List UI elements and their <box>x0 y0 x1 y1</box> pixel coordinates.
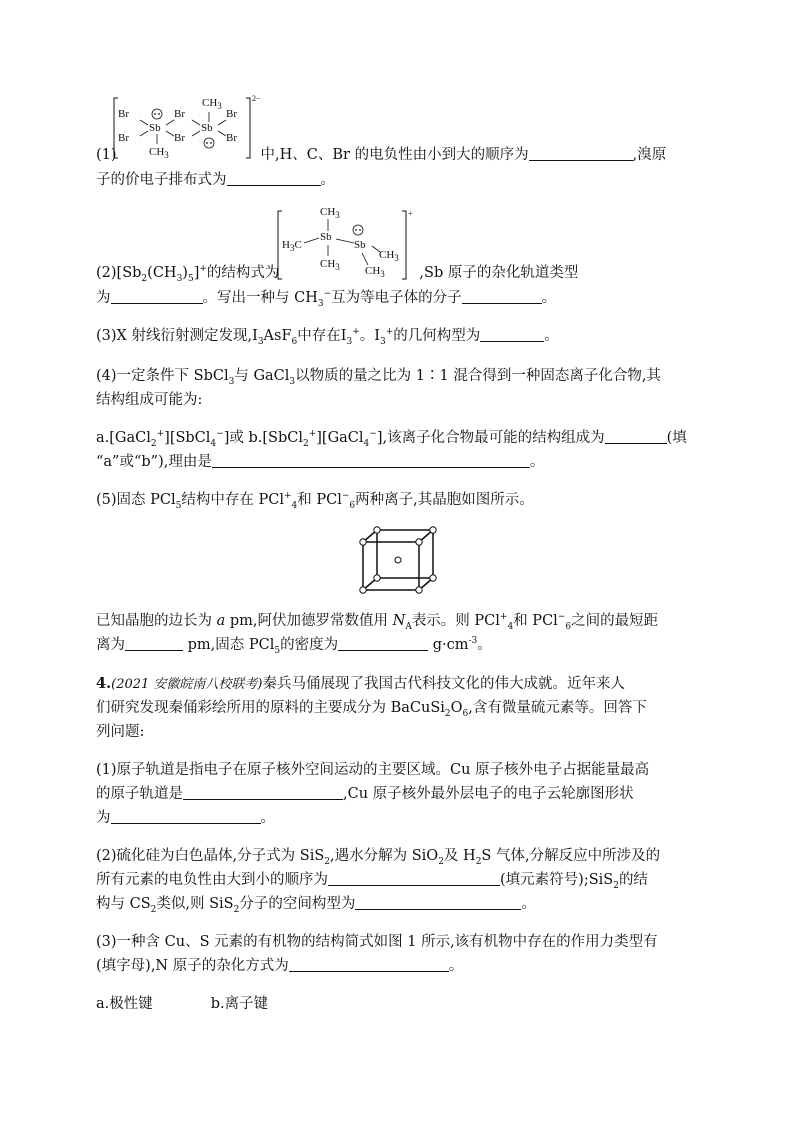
answer-blank[interactable] <box>328 871 500 886</box>
br-atom: Br <box>226 132 237 144</box>
option-b: b.离子键 <box>210 996 269 1012</box>
q4-line2: 结构组成可能为: <box>96 392 203 408</box>
ch3-group: $CH_3$ <box>379 249 399 264</box>
p4-q1-line1: (1)原子轨道是指电子在原子核外空间运动的主要区域。Cu 原子核外电子占据能量最高 <box>96 762 650 778</box>
q4-line4: “a”或“b”),理由是 。 <box>96 454 545 470</box>
answer-blank[interactable] <box>111 809 261 824</box>
br-atom: Br <box>174 108 185 120</box>
q1-line1: (1) 中,H、C、Br 的电负性由小到大的顺序为 ,溴原 <box>96 147 667 163</box>
q2-line1: $(2)[Sb_2(CH_3)_5]^+$的结构式为 ,Sb 原子的杂化轨道类型 <box>96 264 579 284</box>
answer-blank[interactable] <box>480 327 544 342</box>
sb-atom: Sb <box>320 231 332 243</box>
ch3-group: $CH_3$ <box>320 258 340 273</box>
p4-q2-line2: 所有元素的电负性由大到小的顺序为 (填元素符号);SiS$_2$的结 <box>96 872 648 891</box>
ch3-group: $CH_3$ <box>320 206 340 221</box>
p4-q3-line2: (填字母),N 原子的杂化方式为 。 <box>96 958 464 974</box>
answer-blank[interactable] <box>111 289 203 304</box>
cube-cell-svg <box>357 526 441 594</box>
q5-line2: 已知晶胞的边长为 a pm,阿伏加德罗常数值用 $N_A$表示。则 PCl+$_4$和 PCl−$_6$之间的最短距 <box>96 612 659 632</box>
charge-label: 2− <box>252 94 261 103</box>
q5-line1: (5)固态 PCl$_5$结构中存在 PCl+$_4$和 PCl−$_6$两种离子,其晶胞如图所示。 <box>96 491 534 511</box>
p4-line3: 列问题: <box>96 724 145 740</box>
answer-blank[interactable] <box>355 895 521 910</box>
unit-cell-figure <box>357 526 441 594</box>
p4-q1-line2: 的原子轨道是 ,Cu 原子核外最外层电子的电子云轮廓图形状 <box>96 786 634 802</box>
q4-line1: (4)一定条件下 SbCl$_3$与 GaCl$_3$以物质的量之比为 1∶1 混合得到一种固态离子化合物,其 <box>96 368 661 387</box>
br-atom: Br <box>118 132 129 144</box>
answer-blank[interactable] <box>338 636 428 651</box>
sb-atom: Sb <box>354 239 366 251</box>
p4-q2-line3: 构与 $CS_2$类似,则 SiS$_2$分子的空间构型为 。 <box>96 896 536 915</box>
p4-line1: 4.(2021 安徽皖南八校联考)秦兵马俑展现了我国古代科技文化的伟大成就。近年来人 <box>96 675 626 692</box>
charge-label: + <box>408 209 413 218</box>
p4-q3-line1: (3)一种含 Cu、S 元素的有机物的结构简式如图 1 所示,该有机物中存在的作用力类型有 <box>96 934 658 950</box>
option-a: a.极性键 <box>96 996 153 1012</box>
p4-line2: 们研究发现秦俑彩绘所用的原料的主要成分为 $BaCuSi_2O_6$,含有微量硫元素等。回答下 <box>96 700 647 719</box>
p4-q2-line1: (2)硫化硅为白色晶体,分子式为 SiS$_2$,遇水分解为 SiO$_2$及 $H_2S$ 气体,分解反应中所涉及的 <box>96 848 661 867</box>
ch3-group: $CH_3$ <box>202 97 222 112</box>
answer-blank[interactable] <box>289 957 449 972</box>
q4-line3: a.[GaCl$_2$+][SbCl$_4$−]或 b.[SbCl$_2$+][GaCl$_4$−],该离子化合物最可能的结构组成为 (填 <box>96 429 687 449</box>
answer-blank[interactable] <box>462 289 542 304</box>
sb-atom: Sb <box>149 122 161 134</box>
q3-line: (3)X 射线衍射测定发现$,I_3AsF_6$中存在$I_3^+$。$I_3^+$的几何构型为 。 <box>96 327 559 347</box>
h3c-group: $H_3C$ <box>282 239 302 254</box>
sb-atom: Sb <box>201 122 213 134</box>
answer-blank[interactable] <box>125 636 183 651</box>
p4-options <box>96 994 706 1014</box>
ch3-group: $CH_3$ <box>365 265 385 280</box>
answer-blank[interactable] <box>529 146 633 161</box>
q1-line2: 子的价电子排布式为 。 <box>96 172 335 188</box>
answer-blank[interactable] <box>212 453 530 468</box>
answer-blank[interactable] <box>605 429 667 444</box>
q5-line3: 离为 pm,固态 PCl$_5$的密度为 $g\cdot cm^{-3}$。 <box>96 636 492 656</box>
br-atom: Br <box>226 108 237 120</box>
answer-blank[interactable] <box>183 785 343 800</box>
p4-q1-line3: 为 。 <box>96 810 275 826</box>
br-atom: Br <box>118 108 129 120</box>
answer-blank[interactable] <box>227 171 321 186</box>
ch3-group: $CH_3$ <box>149 146 169 161</box>
br-atom: Br <box>174 132 185 144</box>
q2-line2: 为 。写出一种与 $CH_3^-$互为等电子体的分子 。 <box>96 289 557 309</box>
